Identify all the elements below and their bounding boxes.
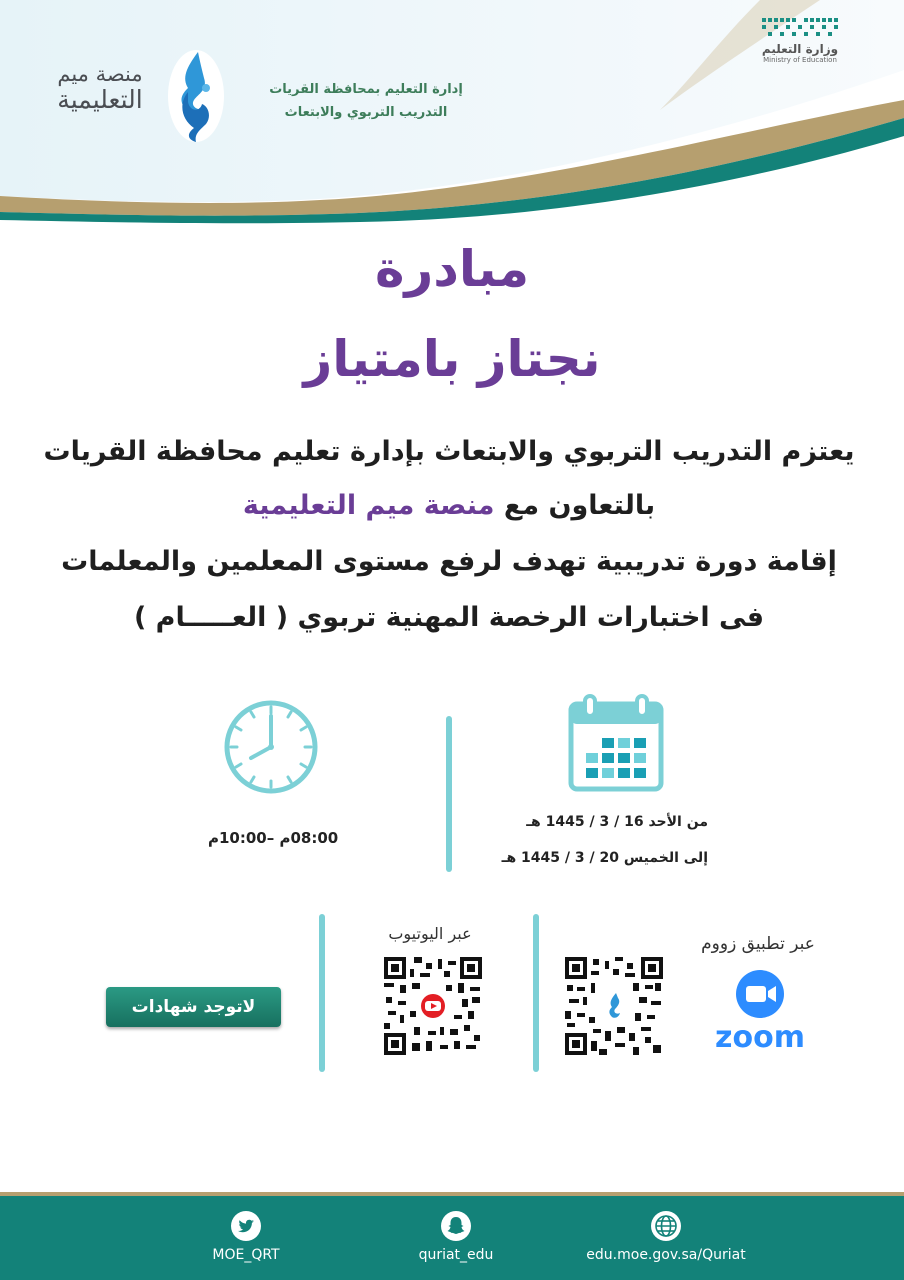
schedule-divider [446,716,452,872]
platforms-divider-left [319,914,325,1072]
end-date: إلى الخميس 20 / 3 / 1445 هـ [501,850,708,866]
session-time: 08:00م –10:00م [208,829,339,847]
footer-bar [0,1192,904,1280]
zoom-qr-code[interactable] [565,957,663,1055]
footer-snapchat[interactable] [356,1210,556,1263]
start-date: من الأحد 16 / 3 / 1445 هـ [526,814,708,830]
zoom-caption: عبر تطبيق زووم [701,934,815,954]
meem-name-line-1: منصة ميم [57,62,143,86]
calendar-icon [568,694,664,792]
department-line-2: التدريب التربوي والابتعاث [284,105,448,120]
footer-twitter[interactable] [146,1210,346,1263]
footer-gold-stripe [0,1192,904,1196]
announcement-line-4: فى اختبارات الرخصة المهنية تربوي ( العـــــام ) [133,602,765,633]
no-certificates-badge: لاتوجد شهادات [106,987,281,1027]
header-banner [0,0,904,225]
zoom-camera-icon [712,968,808,1020]
meem-platform-name [40,62,160,115]
platforms-divider-right [533,914,539,1072]
zoom-logo [712,968,808,1055]
department-line-1: إدارة التعليم بمحافظة القريات [269,82,463,97]
ministry-logo [740,14,860,78]
clock-icon [222,694,320,798]
ministry-emblem-icon [760,14,840,40]
footer-website[interactable] [566,1210,766,1263]
announcement-line-2 [34,490,864,521]
department-title [246,82,486,120]
youtube-caption: عبر اليوتيوب [388,924,472,943]
ministry-name-en: Ministry of Education [763,56,837,64]
announcement-line-2-prefix: بالتعاون مع [494,490,656,521]
meem-logo-icon [164,48,226,144]
initiative-title: نجتاز بامتياز [303,330,601,388]
globe-icon [650,1210,682,1242]
snapchat-icon [440,1210,472,1242]
ministry-name-ar: وزارة التعليم [761,42,839,56]
announcement-line-3: إقامة دورة تدريبية تهدف لرفع مستوى المعلمين والمعلمات [61,546,837,577]
meem-name-line-2: التعليمية [57,85,143,115]
youtube-qr-code[interactable] [384,957,482,1055]
twitter-icon [230,1210,262,1242]
twitter-handle: MOE_QRT [212,1247,280,1263]
zoom-wordmark: zoom [715,1020,805,1055]
meem-platform-logo [40,48,230,148]
announcement-line-1: يعتزم التدريب التربوي والابتعاث بإدارة تعليم محافظة القريات [43,436,855,467]
website-url: edu.moe.gov.sa/Quriat [586,1247,746,1263]
partner-name: منصة ميم التعليمية [242,490,495,521]
snapchat-handle: quriat_edu [418,1247,494,1263]
initiative-label: مبادرة [374,240,530,298]
